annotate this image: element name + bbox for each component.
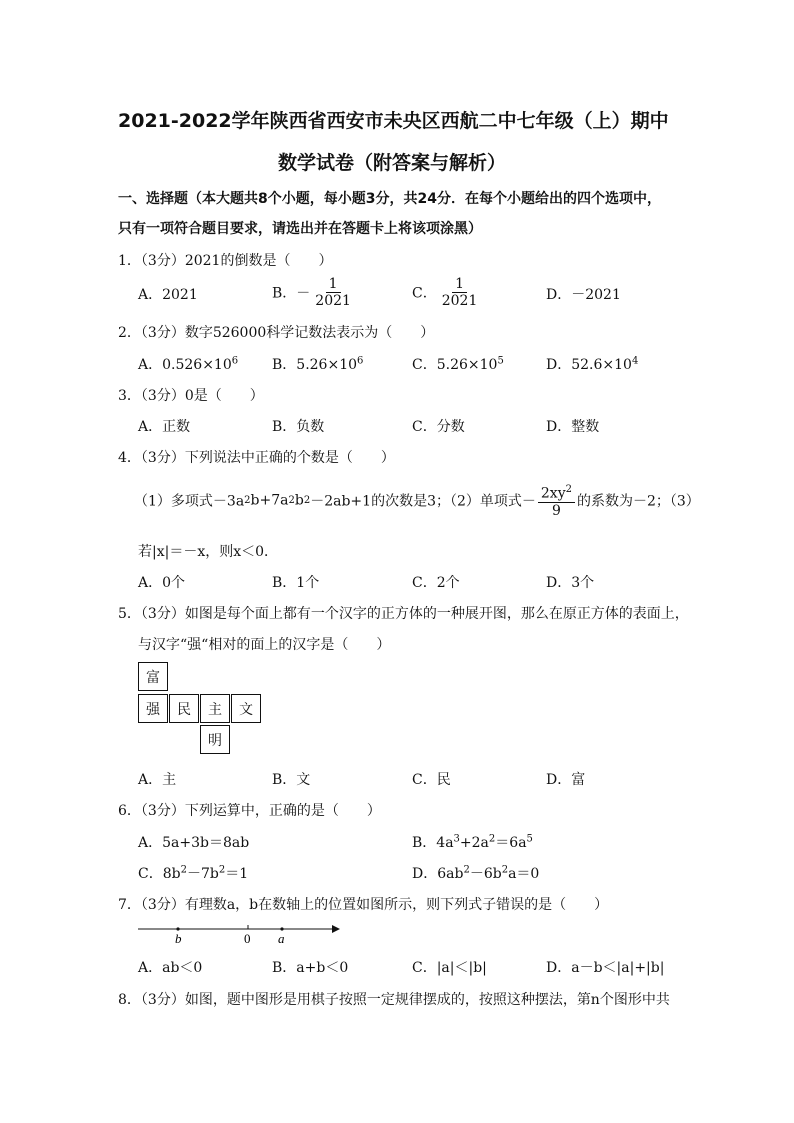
statement-text: b+7a: [250, 492, 289, 509]
question-1-option-d: D．－2021: [546, 287, 621, 303]
question-2-option-a: [138, 354, 238, 374]
question-4-option-c: C．2个: [412, 575, 460, 591]
question-7-option-d: D．a－b＜|a|+|b|: [546, 960, 665, 976]
question-2-option-b: [272, 354, 363, 374]
exponent: 2: [288, 494, 295, 506]
fraction-denominator: 2021: [441, 293, 478, 309]
fraction-numerator: 1: [452, 276, 467, 293]
number-line-diagram: [136, 920, 342, 946]
option-text: C．5.26×10: [412, 357, 498, 373]
exponent: 3: [453, 833, 460, 845]
label-b: b: [175, 931, 182, 946]
option-c-prefix: C．: [412, 285, 437, 302]
exponent: 2: [501, 864, 509, 876]
question-6-option-a: A．5a+3b＝8ab: [138, 835, 250, 851]
exponent: 4: [631, 355, 639, 367]
question-5-option-a: A．主: [138, 772, 177, 788]
numerator-text: 2xy: [540, 485, 566, 502]
option-text: －7b: [186, 866, 219, 882]
option-b-fraction: [312, 276, 354, 309]
fraction-denominator: 9: [551, 502, 561, 519]
question-4-option-b: B．1个: [272, 575, 320, 591]
exponent: 5: [497, 355, 504, 367]
page-title: 2021-2022学年陕西省西安市未央区西航二中七年级（上）期中: [118, 110, 669, 132]
option-text: ＝1: [225, 866, 249, 882]
question-7-stem: 7．（3分）有理数a，b在数轴上的位置如图所示，则下列式子错误的是（ ）: [118, 897, 609, 913]
option-text: B．4a: [412, 835, 454, 851]
question-2-stem: 2．（3分）数字526000科学记数法表示为（ ）: [118, 325, 435, 341]
option-text: D．6ab: [412, 866, 464, 882]
exponent: 2: [303, 494, 311, 506]
exponent: 2: [463, 864, 470, 876]
question-6-stem: 6．（3分）下列运算中，正确的是（ ）: [118, 803, 381, 819]
question-8-stem: 8．（3分）如图，题中图形是用棋子按照一定规律摆成的，按照这种摆法，第n个图形中共: [118, 992, 670, 1008]
option-text: －6b: [469, 866, 502, 882]
section-header-line2: 只有一项符合题目要求，请选出并在答题卡上将该项涂黑）: [118, 221, 482, 237]
label-zero: 0: [244, 931, 251, 946]
question-3-option-c: C．分数: [412, 419, 465, 435]
question-5-stem-line1: 5．（3分）如图是每个面上都有一个汉字的正方体的一种展开图，那么在原正方体的表面上，: [118, 606, 689, 622]
cube-net-cell: 强: [138, 694, 168, 723]
cube-net-cell: 富: [138, 662, 168, 691]
statement-text: （1）多项式－3a: [134, 493, 245, 510]
option-text: D．52.6×10: [546, 357, 632, 373]
option-b-prefix: B．－: [272, 285, 311, 302]
question-3-stem: 3．（3分）0是（ ）: [118, 388, 264, 404]
option-text: B．5.26×10: [272, 357, 358, 373]
question-4-statement-3: 若|x|＝－x，则x＜0．: [138, 544, 279, 560]
question-3-option-a: A．正数: [138, 419, 191, 435]
page-subtitle: 数学试卷（附答案与解析）: [278, 152, 507, 174]
exponent: 2: [180, 864, 187, 876]
section-header-line1: 一、选择题（本大题共8个小题，每小题3分，共24分．在每个小题给出的四个选项中，: [118, 191, 661, 207]
question-3-option-b: B．负数: [272, 419, 325, 435]
question-4-option-d: D．3个: [546, 575, 595, 591]
question-1-option-c: [412, 276, 482, 309]
statement-text: －2ab+1的次数是3；（2）单项式－: [310, 493, 536, 510]
exponent: 2: [218, 864, 226, 876]
exponent: 6: [231, 355, 239, 367]
option-text: A．0.526×10: [138, 357, 232, 373]
fraction-numerator: [538, 482, 575, 503]
cube-net-cell: 民: [169, 694, 199, 723]
question-5-stem-line2: 与汉字“强“相对的面上的汉字是（ ）: [138, 637, 391, 653]
question-4-stem: 4．（3分）下列说法中正确的个数是（ ）: [118, 450, 395, 466]
exponent: 5: [526, 833, 533, 845]
cube-net-cell: 主: [200, 694, 230, 723]
cube-net-cell: 文: [231, 694, 261, 723]
option-text: ＝6a: [495, 835, 527, 851]
question-2-option-c: [412, 354, 504, 374]
question-1-option-b: [272, 276, 356, 309]
question-6-option-c: [138, 863, 248, 883]
exponent: 6: [357, 355, 364, 367]
option-text: +2a: [459, 835, 489, 851]
question-7-option-b: B．a+b＜0: [272, 960, 349, 976]
exponent: 2: [565, 484, 572, 495]
question-4-statement: [134, 482, 700, 519]
question-4-option-a: A．0个: [138, 575, 186, 591]
statement-text: b: [294, 492, 304, 509]
question-1-option-a: A．2021: [138, 287, 198, 303]
question-3-option-d: D．整数: [546, 419, 600, 435]
statement-text: 的系数为－2；（3）: [576, 493, 700, 510]
fraction-denominator: 2021: [315, 293, 351, 309]
question-7-option-a: A．ab＜0: [138, 960, 203, 976]
question-1-stem: 1．（3分）2021的倒数是（ ）: [118, 253, 333, 269]
monomial-fraction: [538, 482, 575, 519]
question-6-option-d: [412, 863, 539, 883]
question-7-option-c: C．|a|＜|b|: [412, 960, 487, 976]
option-text: a＝0: [508, 866, 540, 882]
cube-net-cell: 明: [200, 725, 230, 754]
question-2-option-d: [546, 354, 638, 374]
fraction-numerator: 1: [326, 276, 341, 293]
question-5-option-d: D．富: [546, 772, 586, 788]
question-5-option-c: C．民: [412, 772, 451, 788]
label-a: a: [278, 931, 285, 946]
exponent: 2: [244, 494, 251, 506]
option-c-fraction: [439, 276, 481, 309]
option-text: C．8b: [138, 866, 181, 882]
question-6-option-b: [412, 832, 533, 852]
question-5-option-b: B．文: [272, 772, 311, 788]
arrow-right-icon: [332, 925, 340, 933]
exponent: 2: [488, 833, 496, 845]
